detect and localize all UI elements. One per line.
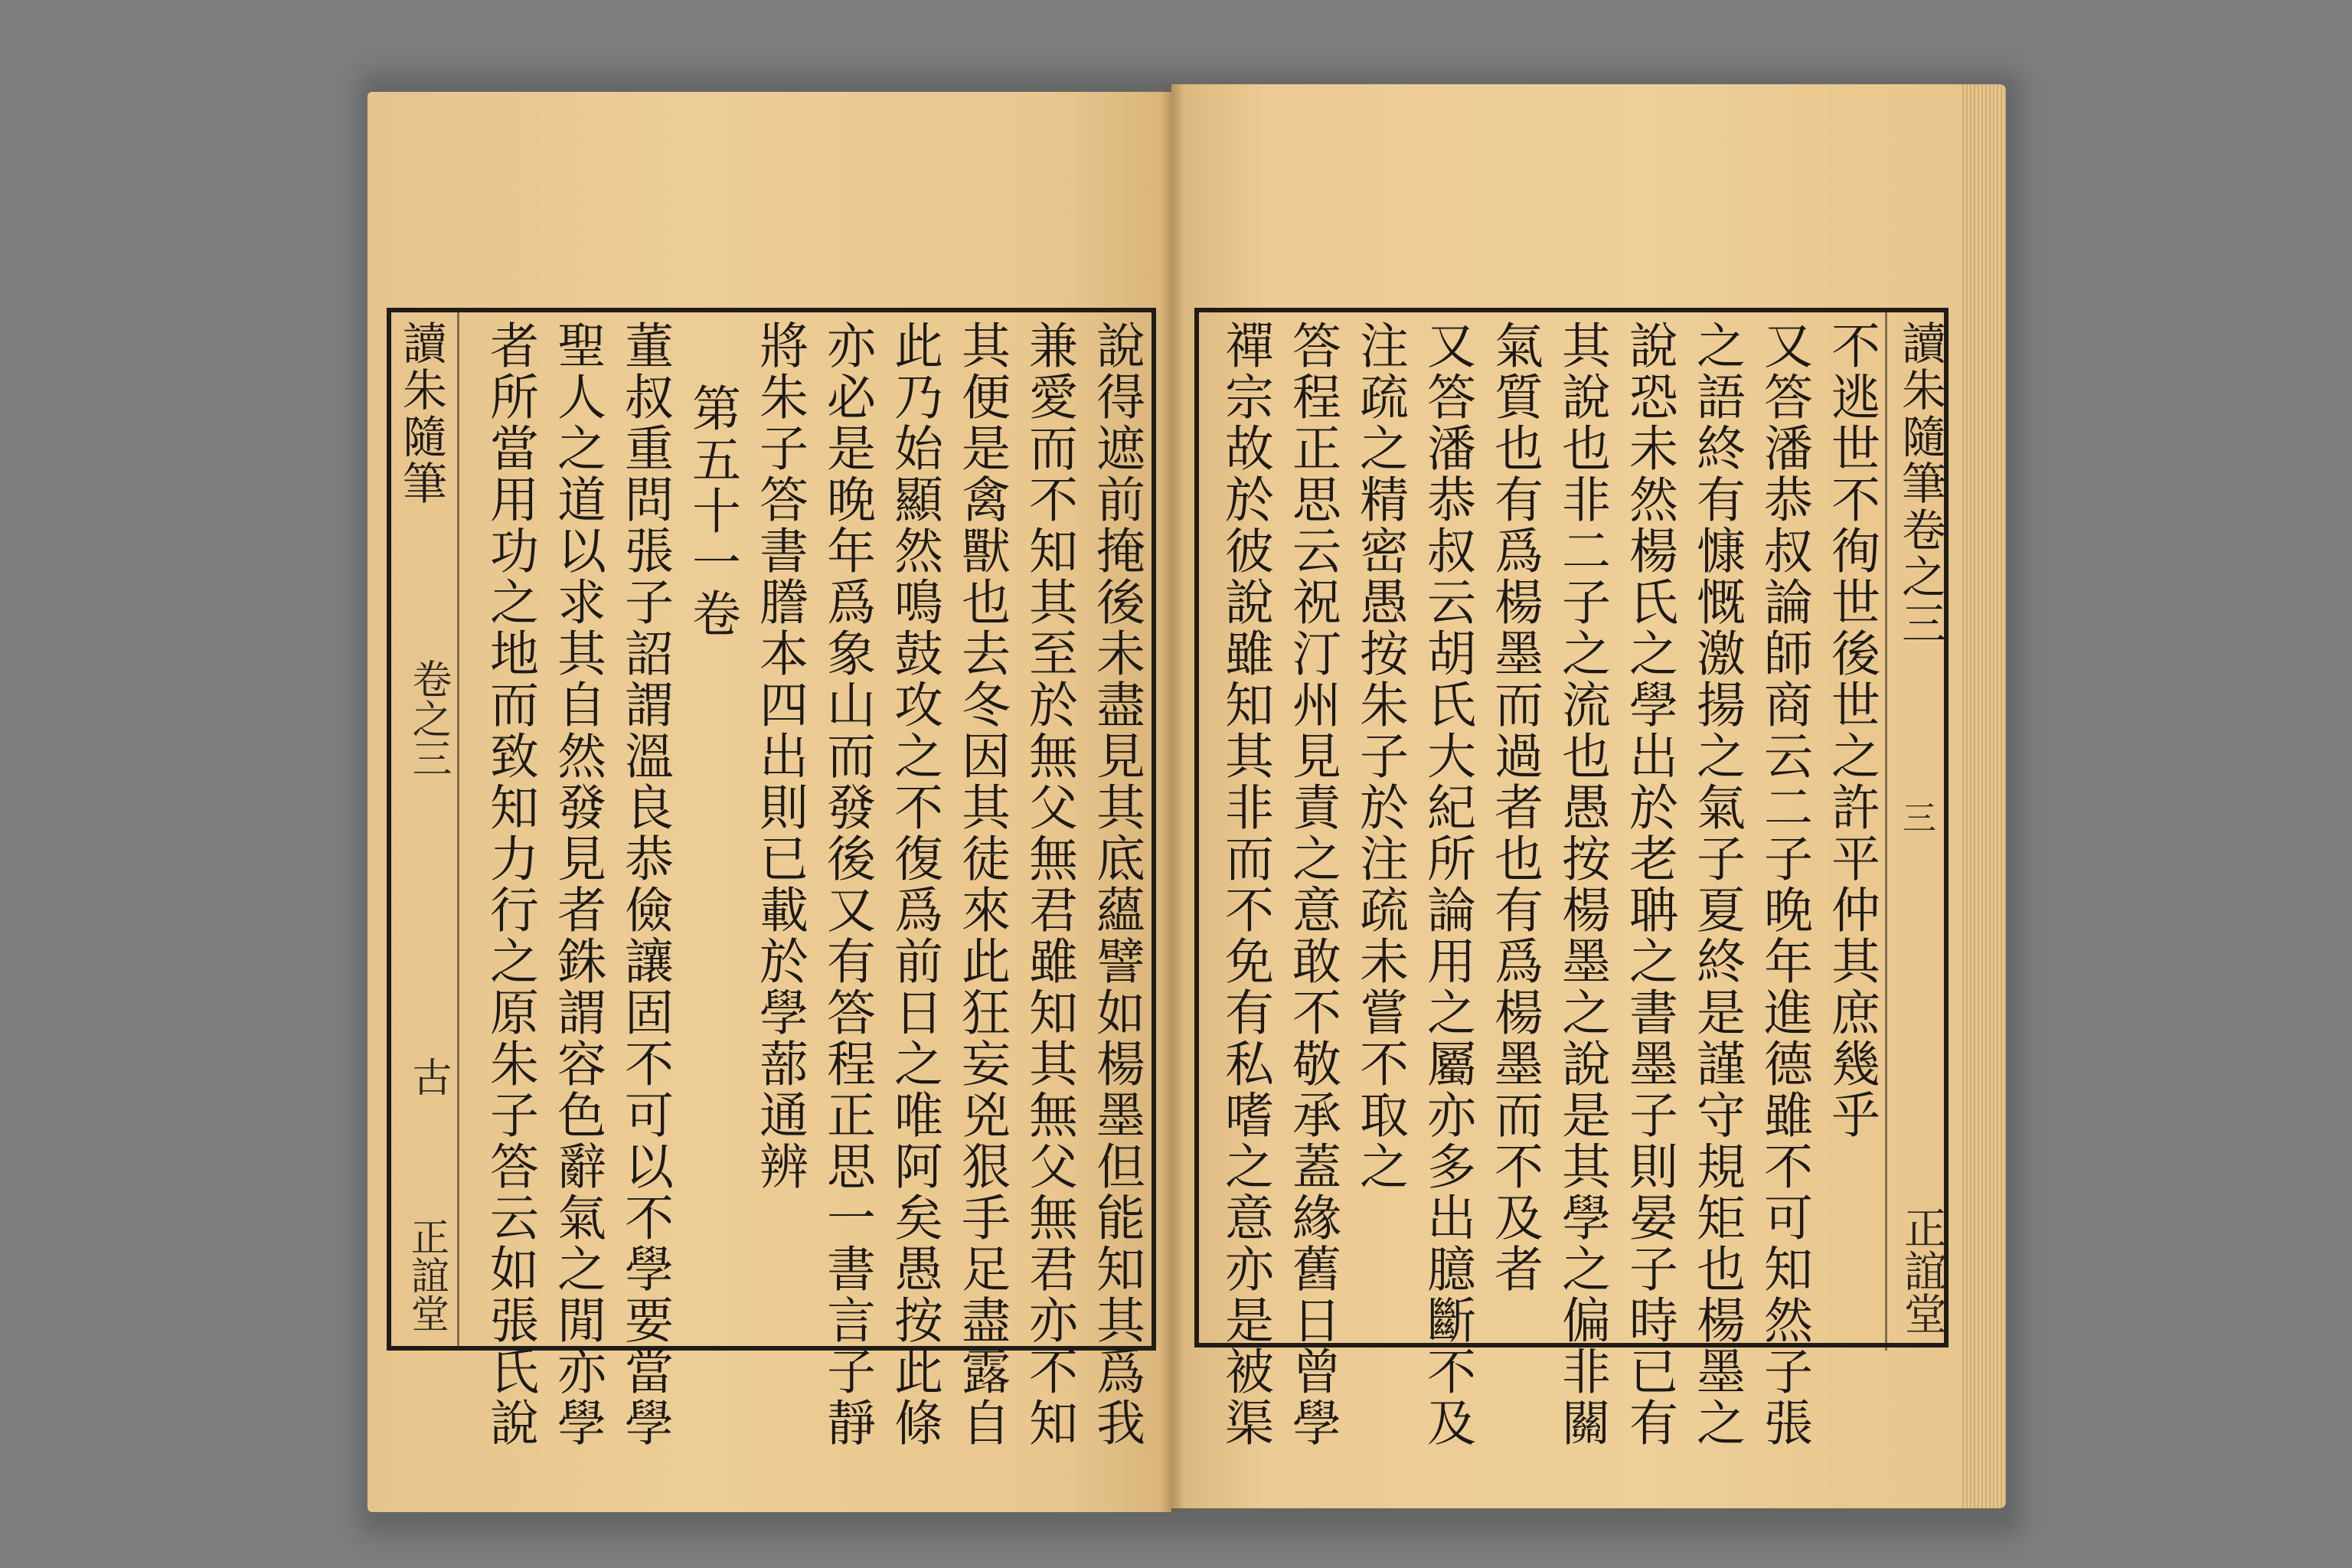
left-column-2: 兼愛而不知其至於無父無君雖知其無父無君亦不知 <box>1021 320 1077 1449</box>
left-column-8: 董叔重問張子詔謂溫良恭儉讓固不可以不學要當學 <box>616 320 673 1449</box>
right-column-9: 答程正思云祝汀州見責之意敢不敬承蓋緣舊日曾學 <box>1284 320 1341 1449</box>
right-page-folio: 三 <box>1896 800 1936 834</box>
page-block-edge <box>1960 84 2006 1508</box>
left-column-3: 其便是禽獸也去冬因其徒來此狂妄兇狠手足盡露自 <box>953 320 1010 1449</box>
right-column-6: 氣質也有爲楊墨而過者也有爲楊墨而不及者 <box>1486 320 1543 1295</box>
right-column-7: 又答潘恭叔云胡氏大紀所論用之屬亦多出臆斷不及 <box>1419 320 1475 1449</box>
right-column-1: 不逃世不徇世後世之許平仲其庶幾乎 <box>1823 320 1880 1141</box>
left-column-7: 第五十一卷 <box>684 383 740 639</box>
right-column-2: 又答潘恭叔論師商云二子晚年進德雖不可知然子張 <box>1756 320 1812 1449</box>
left-column-1: 說得遮前掩後未盡見其底蘊譬如楊墨但能知其爲我 <box>1088 320 1145 1449</box>
left-column-5: 亦必是晚年爲象山而發後又有答程正思一書言子靜 <box>818 320 875 1449</box>
right-column-4: 說恐未然楊氏之學出於老聃之書墨子則晏子時已有 <box>1621 320 1677 1449</box>
right-page-title-column: 讀朱隨筆卷之三 <box>1894 320 1946 647</box>
right-column-10: 禪宗故於彼說雖知其非而不免有私嗜之意亦是被渠 <box>1217 320 1273 1449</box>
left-column-10: 者所當用功之地而致知力行之原朱子答云如張氏說 <box>482 320 538 1449</box>
left-page-volume: 卷之三 <box>405 658 451 778</box>
column-rule <box>457 308 459 1351</box>
left-page-title-column: 讀朱隨筆 <box>395 320 447 507</box>
right-column-5: 其說也非二子之流也愚按楊墨之說是其學之偏非關 <box>1553 320 1610 1449</box>
left-page-publisher: 正誼堂 <box>405 1217 449 1332</box>
right-page-publisher: 正誼堂 <box>1897 1206 1947 1334</box>
left-page-folio: 古 <box>405 1057 451 1096</box>
column-rule <box>1885 308 1887 1351</box>
book-gutter <box>1160 84 1184 1512</box>
right-column-8: 注疏之精密愚按朱子於注疏未嘗不取之 <box>1351 320 1408 1192</box>
left-column-6: 將朱子答書謄本四出則已載於學蔀通辨 <box>751 320 808 1192</box>
right-column-3: 之語終有慷慨激揚之氣子夏終是謹守規矩也楊墨之 <box>1688 320 1745 1449</box>
left-column-4: 此乃始顯然鳴鼓攻之不復爲前日之唯阿矣愚按此條 <box>886 320 942 1449</box>
left-column-9: 聖人之道以求其自然發見者銖謂容色辭氣之閒亦學 <box>549 320 606 1449</box>
